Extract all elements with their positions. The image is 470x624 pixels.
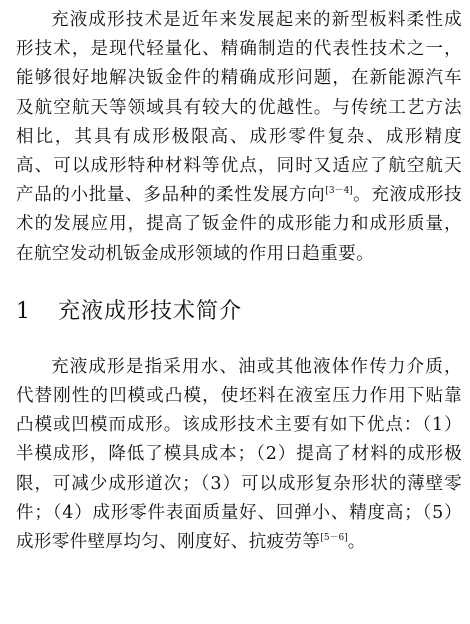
section-paragraph (16, 353, 462, 557)
intro-paragraph-text: 充液成形技术是近年来发展起来的新型板料柔性成形技术，是现代轻量化、精确制造的代表性技术之一，能够很好地解决钣金件的精确成形问题，在新能源汽车及航空航天等领域具有较大的优越性。与传统工艺方法相比，其具有成形极限高、成形零件复杂、成形精度高、可以成形特种材料等优点，同时又适应了航空航天产品的小批量、多品种的柔性发展方向 (16, 10, 462, 206)
section-number: 1 (16, 298, 31, 324)
section-heading (16, 297, 462, 327)
intro-paragraph-text-end: 。充液成形技术的发展应用，提高了钣金件的成形能力和成形质量，在航空发动机钣金成形领域的作用日趋重要。 (16, 185, 462, 264)
section-paragraph-text: 充液成形是指采用水、油或其他液体作传力介质，代替刚性的凹模或凸模，使坯料在液室压力作用下贴靠凸模或凹模而成形。该成形技术主要有如下优点：（1）半模成形，降低了模具成本；（2）提高了材料的成形极限，可减少成形道次；（3）可以成形复杂形状的薄壁零件；（4）成形零件表面质量好、回弹小、精度高；（5）成形零件壁厚均匀、刚度好、抗疲劳等 (16, 356, 462, 553)
section-paragraph-text-end: 。 (347, 532, 366, 553)
document-page (16, 6, 462, 557)
citation-5-6: [5－6] (320, 533, 348, 544)
intro-paragraph (16, 6, 462, 269)
citation-3-4: [3－4] (325, 186, 353, 197)
section-title: 充液成形技术简介 (58, 298, 243, 324)
